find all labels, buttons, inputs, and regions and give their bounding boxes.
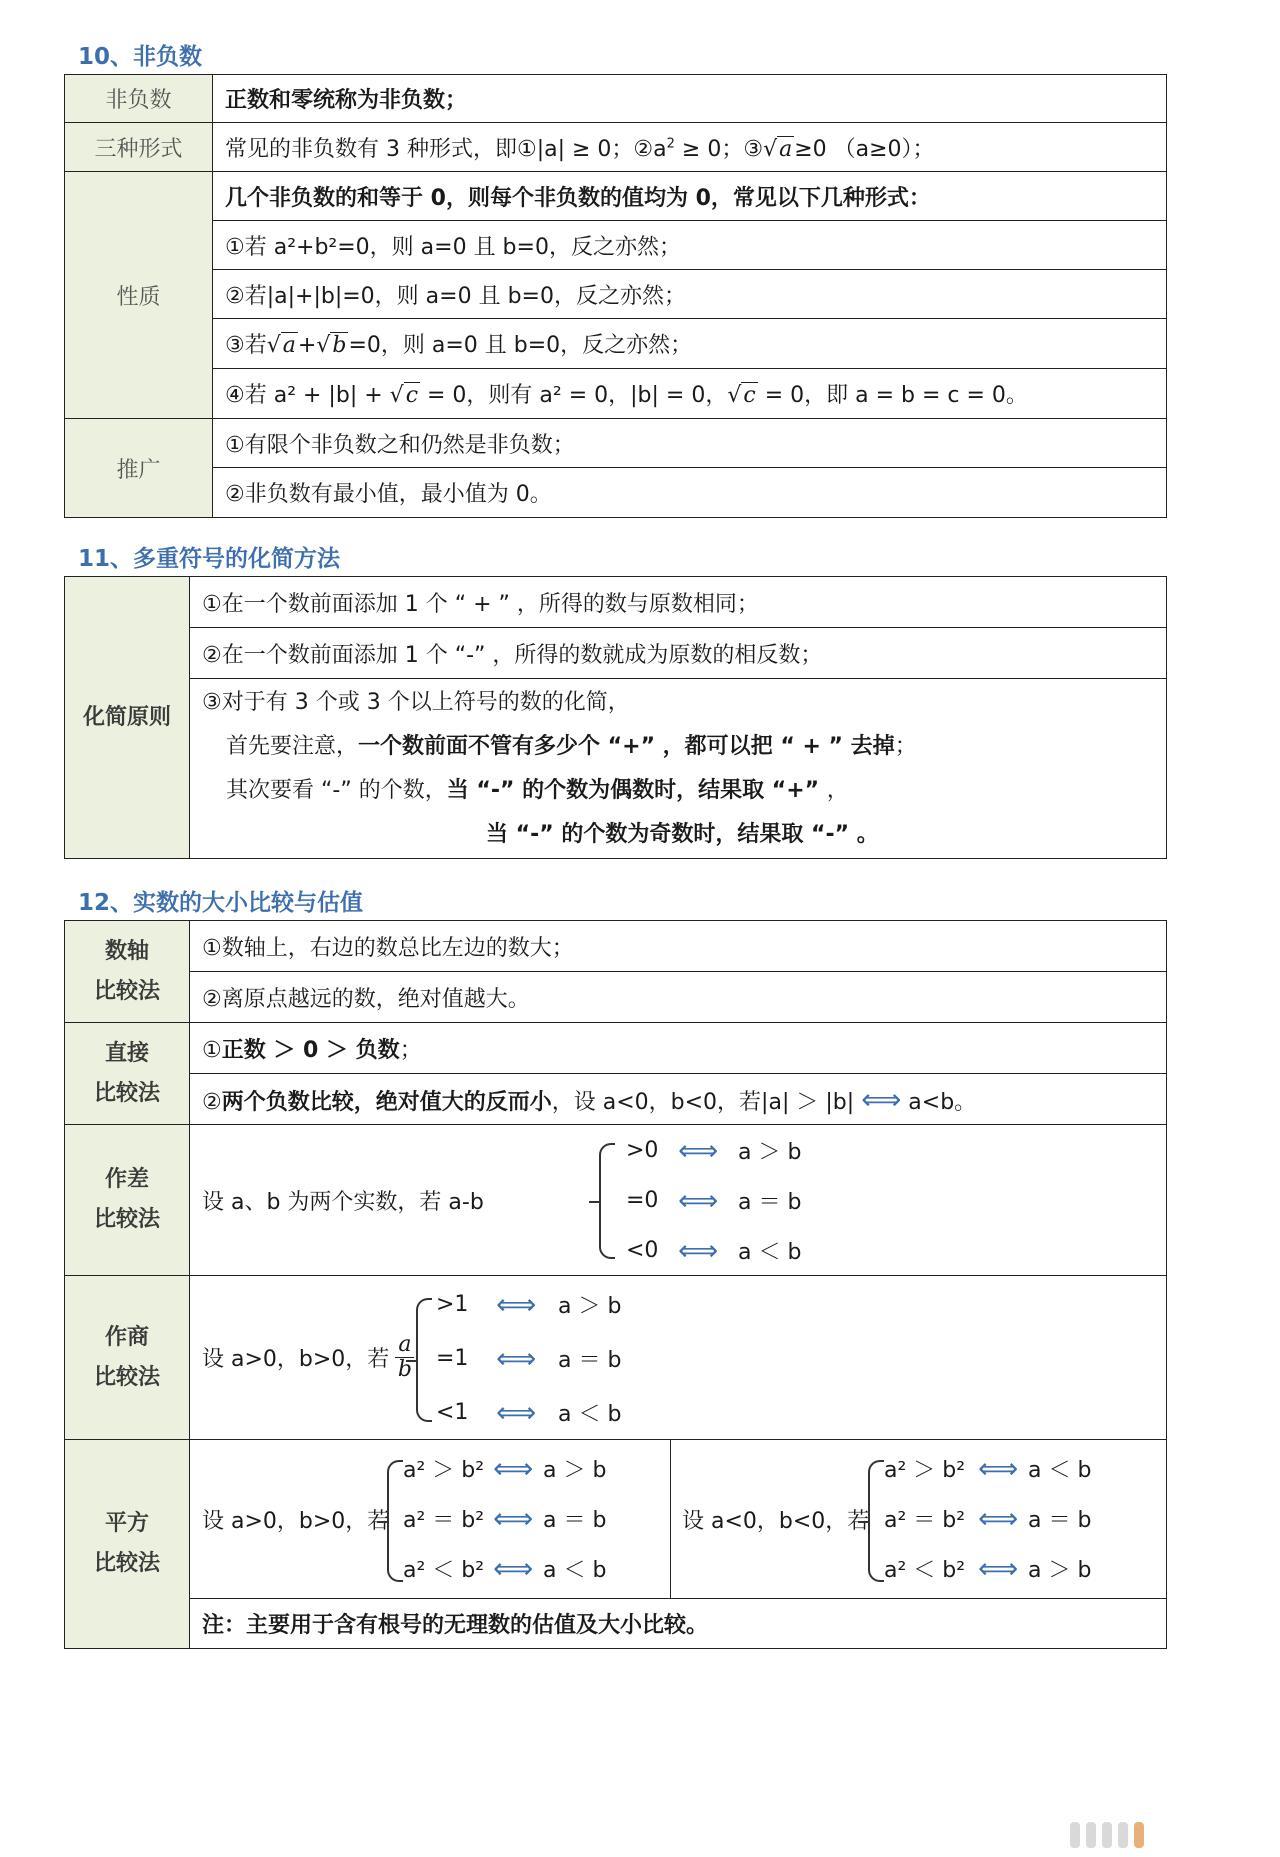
square-left-lead: 设 a>0，b>0，若 — [202, 1508, 390, 1534]
row-label-three-forms: 三种形式 — [65, 123, 213, 172]
row-label-nonnegative: 非负数 — [65, 75, 213, 123]
square-method-cell: 设 a>0，b>0，若 a² ＞ b² ⟺ a ＞ b a² ＝ b² ⟺ a ＝ b a² ＜ b² ⟺ a ＜ b 设 a<0，b<0，若 a² ＞ b² ⟺ a ＜ b a² ＝ b² ⟺ a ＝ b a² ＜ b² ⟺ a ＞ b — [190, 1440, 1167, 1599]
difference-method-cell: 设 a、b 为两个实数，若 a-b >0 ⟺ a ＞ b =0 ⟺ a ＝ b <0 ⟺ a ＜ b — [190, 1125, 1167, 1276]
square-right-lead: 设 a<0，b<0，若 — [682, 1508, 870, 1534]
axis-rule-1: ①数轴上，右边的数总比左边的数大； — [190, 921, 1167, 972]
section-10-title: 10、非负数 — [78, 44, 203, 70]
brace-icon — [868, 1460, 884, 1582]
label-quotient-method: 作商 比较法 — [65, 1276, 190, 1440]
generalize-2: ②非负数有最小值，最小值为 0。 — [213, 468, 1167, 518]
definition-text: 正数和零统称为非负数； — [213, 75, 1167, 123]
label-direct-method: 直接 比较法 — [65, 1023, 190, 1125]
label-number-line-method: 数轴 比较法 — [65, 921, 190, 1023]
row-label-simplify-principle: 化简原则 — [65, 577, 190, 859]
sqrt-a: √a — [763, 136, 793, 162]
brace-icon — [599, 1143, 615, 1259]
property-2: ②若|a|+|b|=0，则 a=0 且 b=0，反之亦然； — [213, 270, 1167, 319]
column-divider — [670, 1440, 671, 1599]
axis-rule-2: ②离原点越远的数，绝对值越大。 — [190, 972, 1167, 1023]
rule-3: ③对于有 3 个或 3 个以上符号的数的化简， 首先要注意，一个数前面不管有多少个 “+” ，都可以把 “ + ” 去掉； 其次要看 “-” 的个数，当 “-” 的个数为偶数时，结果取 “+” ， 当 “-” 的个数为奇数时，结果取 “-” 。 — [190, 679, 1167, 859]
equivalence-arrow-icon: ⟺ — [861, 1082, 902, 1116]
label-difference-method: 作差 比较法 — [65, 1125, 190, 1276]
section-11-title: 11、多重符号的化简方法 — [78, 546, 341, 572]
difference-lead: 设 a、b 为两个实数，若 a-b — [202, 1189, 484, 1215]
direct-rule-2: ②两个负数比较，绝对值大的反而小，设 a<0，b<0，若|a| ＞ |b| ⟺ a<b。 — [190, 1074, 1167, 1125]
row-label-generalize: 推广 — [65, 419, 213, 518]
square-method-note: 注：主要用于含有根号的无理数的估值及大小比较。 — [190, 1599, 1167, 1649]
table-real-number-comparison — [64, 920, 1167, 1649]
row-label-properties: 性质 — [65, 172, 213, 419]
direct-rule-1: ①正数 ＞ 0 ＞ 负数； — [190, 1023, 1167, 1074]
section-12-title: 12、实数的大小比较与估值 — [78, 890, 364, 916]
three-forms-text: 常见的非负数有 3 种形式，即①|a| ≥ 0；$②a^2 \ge 0$；③√a≥0 （a≥0）； — [213, 123, 1167, 172]
generalize-1: ①有限个非负数之和仍然是非负数； — [213, 419, 1167, 468]
property-3: ③若√a+√b=0，则 a=0 且 b=0，反之亦然； — [213, 319, 1167, 369]
watermark-icon — [1070, 1822, 1144, 1848]
label-square-method: 平方 比较法 — [65, 1440, 190, 1649]
property-intro: 几个非负数的和等于 0，则每个非负数的值均为 0，常见以下几种形式： — [213, 172, 1167, 221]
brace-icon — [387, 1460, 403, 1582]
property-4: ④若 a² + |b| + √c = 0，则有 a² = 0，|b| = 0，√c = 0，即 a = b = c = 0。 — [213, 369, 1167, 419]
property-1: ①若 a²+b²=0，则 a=0 且 b=0，反之亦然； — [213, 221, 1167, 270]
table-nonnegative — [64, 74, 1167, 518]
quotient-method-cell: 设 a>0，b>0，若 $\frac{a}{b}$ >1 ⟺ a ＞ b =1 ⟺ a ＝ b <1 ⟺ a ＜ b — [190, 1276, 1167, 1440]
rule-1: ①在一个数前面添加 1 个 “ + ” ，所得的数与原数相同； — [190, 577, 1167, 628]
table-sign-simplification — [64, 576, 1167, 859]
quotient-lead: 设 a>0，b>0，若 $\frac{a}{b}$ — [202, 1276, 414, 1439]
rule-2: ②在一个数前面添加 1 个 “-” ，所得的数就成为原数的相反数； — [190, 628, 1167, 679]
brace-icon — [416, 1298, 432, 1422]
